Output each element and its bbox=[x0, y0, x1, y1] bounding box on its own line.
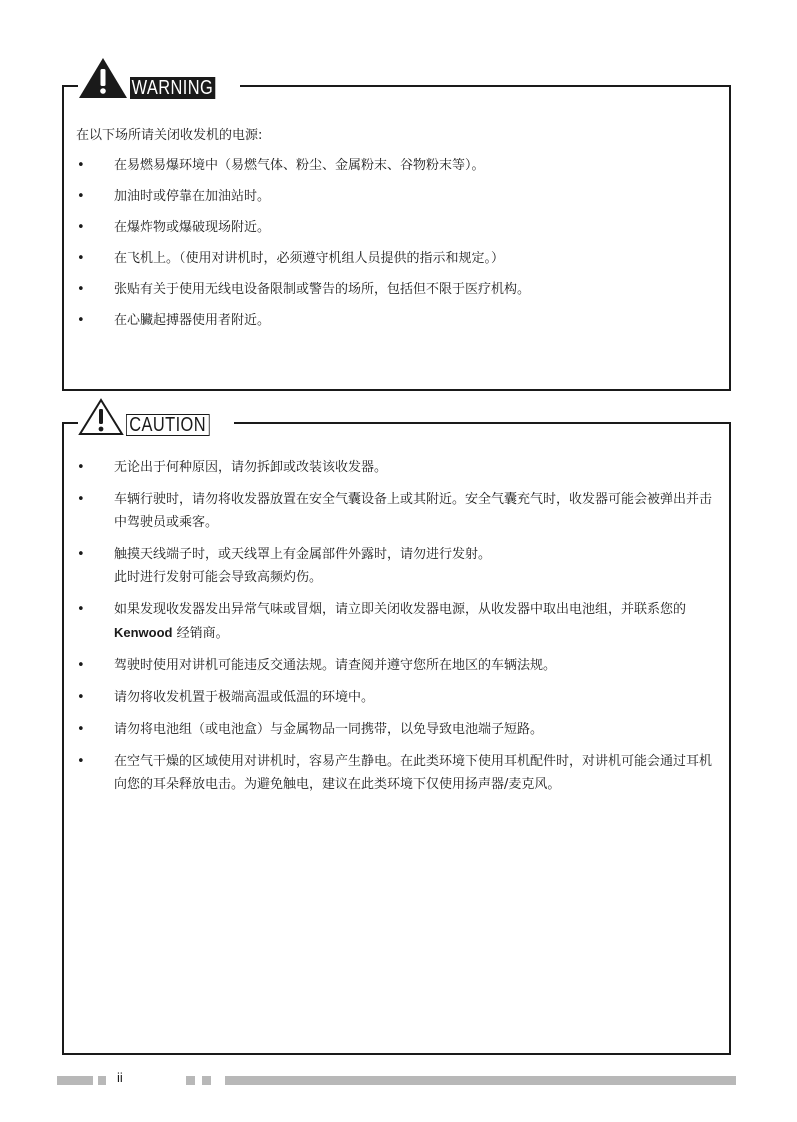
bullet: • bbox=[77, 602, 85, 617]
list-item bbox=[64, 309, 729, 332]
footer-bar bbox=[202, 1076, 211, 1085]
page-footer bbox=[0, 1070, 797, 1092]
bullet: • bbox=[77, 754, 85, 769]
list-item bbox=[64, 598, 729, 645]
warning-label: WARNING bbox=[130, 77, 216, 99]
list-item-text: 如果发现收发器发出异常气味或冒烟，请立即关闭收发器电源，从收发器中取出电池组，并联系您的 bbox=[114, 602, 687, 617]
list-item-text: 加油时或停靠在加油站时。 bbox=[114, 189, 271, 204]
list-item bbox=[64, 543, 729, 589]
list-item bbox=[64, 718, 729, 741]
list-item-text: 车辆行驶时，请勿将收发器放置在安全气囊设备上或其附近。安全气囊充气时，收发器可能会被弹出并击中驾驶员或乘客。 bbox=[114, 492, 713, 530]
list-item bbox=[64, 154, 729, 177]
page-number: ii bbox=[117, 1070, 123, 1085]
bullet: • bbox=[77, 658, 85, 673]
list-item bbox=[64, 247, 729, 270]
bullet: • bbox=[77, 189, 85, 204]
list-item-text: 在飞机上。（使用对讲机时，必须遵守机组人员提供的指示和规定。） bbox=[114, 251, 505, 266]
warning-intro: 在以下场所请关闭收发机的电源: bbox=[76, 128, 263, 143]
caution-exclamation-triangle-outline-icon bbox=[78, 398, 124, 436]
footer-bar bbox=[98, 1076, 106, 1085]
caution-label: CAUTION bbox=[126, 414, 209, 436]
bullet: • bbox=[77, 690, 85, 705]
warning-exclamation-triangle-icon bbox=[78, 57, 128, 99]
footer-bar bbox=[57, 1076, 93, 1085]
list-item-text: 无论出于何种原因，请勿拆卸或改装该收发器。 bbox=[114, 460, 388, 475]
bullet: • bbox=[77, 158, 85, 173]
list-item-text: 在空气干燥的区域使用对讲机时，容易产生静电。在此类环境下使用耳机配件时，对讲机可能会通过耳机向您的耳朵释放电击。为避免触电，建议在此类环境下仅使用扬声器/麦克风。 bbox=[114, 754, 713, 792]
bullet: • bbox=[77, 220, 85, 235]
caution-box bbox=[62, 414, 731, 1055]
caution-list bbox=[64, 456, 729, 805]
bullet: • bbox=[77, 313, 85, 328]
warning-box bbox=[62, 77, 731, 391]
list-item bbox=[64, 750, 729, 796]
list-item-text: 触摸天线端子时，或天线罩上有金属部件外露时，请勿进行发射。 bbox=[114, 547, 492, 562]
bullet: • bbox=[77, 251, 85, 266]
list-item bbox=[64, 488, 729, 534]
list-item-text: 在易燃易爆环境中（易燃气体、粉尘、金属粉末、谷物粉末等）。 bbox=[114, 158, 485, 173]
bullet: • bbox=[77, 460, 85, 475]
list-item-text: 驾驶时使用对讲机可能违反交通法规。请查阅并遵守您所在地区的车辆法规。 bbox=[114, 658, 557, 673]
list-item-text-after: 经销商。 bbox=[172, 626, 229, 641]
list-item bbox=[64, 654, 729, 677]
list-item-text: 在心臟起搏器使用者附近。 bbox=[114, 313, 271, 328]
footer-bar bbox=[186, 1076, 195, 1085]
bullet: • bbox=[77, 547, 85, 562]
bullet: • bbox=[77, 492, 85, 507]
footer-bar bbox=[225, 1076, 736, 1085]
list-item-text: 张贴有关于使用无线电设备限制或警告的场所，包括但不限于医疗机构。 bbox=[114, 282, 531, 297]
caution-header bbox=[78, 398, 234, 436]
list-item bbox=[64, 686, 729, 709]
list-item-text: 在爆炸物或爆破现场附近。 bbox=[114, 220, 271, 235]
warning-list bbox=[64, 154, 729, 340]
list-item bbox=[64, 456, 729, 479]
list-item bbox=[64, 278, 729, 301]
warning-header bbox=[78, 57, 240, 99]
bullet: • bbox=[77, 282, 85, 297]
list-item-text-continued: 此时进行发射可能会导致高频灼伤。 bbox=[114, 570, 323, 585]
list-item bbox=[64, 216, 729, 239]
bullet: • bbox=[77, 722, 85, 737]
list-item-text: 请勿将收发机置于极端高温或低温的环境中。 bbox=[114, 690, 375, 705]
list-item bbox=[64, 185, 729, 208]
brand-name: Kenwood bbox=[114, 625, 173, 640]
list-item-text: 请勿将电池组（或电池盒）与金属物品一同携带，以免导致电池端子短路。 bbox=[114, 722, 544, 737]
